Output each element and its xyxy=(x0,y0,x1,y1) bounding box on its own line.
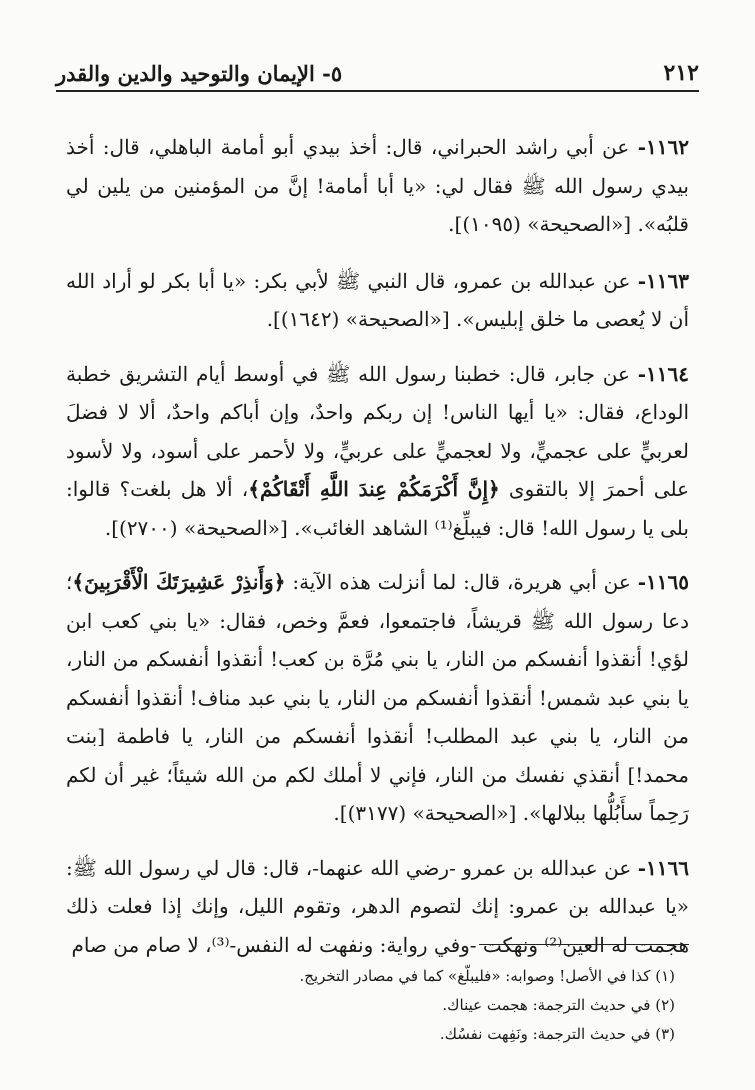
hadith-text-continued: ؛ دعا رسول الله ﷺ قريشاً، فاجتمعوا، فعمَّ وخص، فقال: «يا بني كعب ابن لؤي! أنقذوا أنفسكم من النار، يا بني مُرَّة بن كعب! أنقذوا أنفسكم من النار، يا بني عبد شمس! أنقذوا أنفسكم من النار، يا بني عبد مناف! أنقذوا أنفسكم من النار، يا بني عبد المطلب! أنقذوا أنفسكم من النار، يا فاطمة [بنت محمد!] أنقذي نفسك من النار، فإني لا أملك لكم من الله شيئاً؛ غير أن لكم رَحِماً سأَبُلُّها ببلالها». [«الصحيحة» (٣١٧٧)]. xyxy=(66,570,689,825)
footnotes xyxy=(66,962,675,1049)
quran-verse: ﴿إِنَّ أَكْرَمَكُمْ عِندَ اللَّهِ أَتْقَاكُمْ﴾ xyxy=(248,477,500,501)
hadith-text: عن عبدالله بن عمرو -رضي الله عنهما-، قال: قال لي رسول الله ﷺ: «يا عبدالله بن عمرو: إنك لتصوم الدهر، وتقوم الليل، وإنك إذا فعلت ذلك هجمت له العين⁽²⁾ ونهكت -وفي رواية: ونفهت له النفس-⁽³⁾، لا صام من صام xyxy=(66,855,689,957)
hadith-number: ١١٦٤- xyxy=(637,361,689,386)
hadith-text: عن جابر، قال: خطبنا رسول الله ﷺ في أوسط أيام التشريق خطبة الوداع، فقال: «يا أيها الناس! إن ربكم واحدٌ، وإن أباكم واحدٌ، ألا لا فضلَ لعربيٍّ على عجميٍّ، ولا لعجميٍّ على عربيٍّ، ولا لأحمر على أسود، ولا لأسود على أحمرَ إلا بالتقوى xyxy=(66,361,689,501)
main-text xyxy=(66,128,689,980)
hadith-1165 xyxy=(66,563,689,833)
chapter-title: ٥- الإيمان والتوحيد والدين والقدر xyxy=(56,61,343,86)
hadith-1163 xyxy=(66,262,689,339)
hadith-text: عن أبي هريرة، قال: لما أنزلت هذه الآية: xyxy=(285,570,638,594)
footnote-divider xyxy=(479,944,689,945)
hadith-text: عن أبي راشد الحبراني، قال: أخذ بيدي أبو أمامة الباهلي، قال: أخذ بيدي رسول الله ﷺ فقال لي: «يا أبا أمامة! إنَّ من المؤمنين من يلين لي قلبُه». [«الصحيحة» (١٠٩٥)]. xyxy=(66,135,689,236)
hadith-text: عن عبدالله بن عمرو، قال النبي ﷺ لأبي بكر: «يا أبا بكر لو أراد الله أن لا يُعصى ما خلق إبليس». [«الصحيحة» (١٦٤٢)]. xyxy=(66,268,689,331)
hadith-1166 xyxy=(66,849,689,965)
hadith-number: ١١٦٦- xyxy=(637,855,689,880)
footnote-2: (٢) في حديث الترجمة: هجمت عيناك. xyxy=(442,996,675,1014)
footnote-1: (١) كذا في الأصل! وصوابه: «فليبلّغ» كما في مصادر التخريج. xyxy=(299,967,675,985)
hadith-number: ١١٦٥- xyxy=(637,570,690,594)
hadith-1162 xyxy=(66,128,689,244)
footnote-3: (٣) في حديث الترجمة: ونَفِهت نفسُك. xyxy=(439,1025,675,1043)
page-header xyxy=(56,58,699,92)
hadith-text-continued: ، ألا هل بلغت؟ قالوا: بلى يا رسول الله! قال: فيبلِّغ⁽¹⁾ الشاهد الغائب». [«الصحيحة» (٢٧٠٠)]. xyxy=(66,477,689,540)
hadith-1164 xyxy=(66,355,689,548)
hadith-number: ١١٦٢- xyxy=(637,135,689,159)
hadith-number: ١١٦٣- xyxy=(637,268,689,293)
page-number: ٢١٢ xyxy=(663,60,699,86)
quran-verse: ﴿وَأَنذِرْ عَشِيرَتَكَ الْأَقْرَبِينَ﴾ xyxy=(72,570,286,594)
